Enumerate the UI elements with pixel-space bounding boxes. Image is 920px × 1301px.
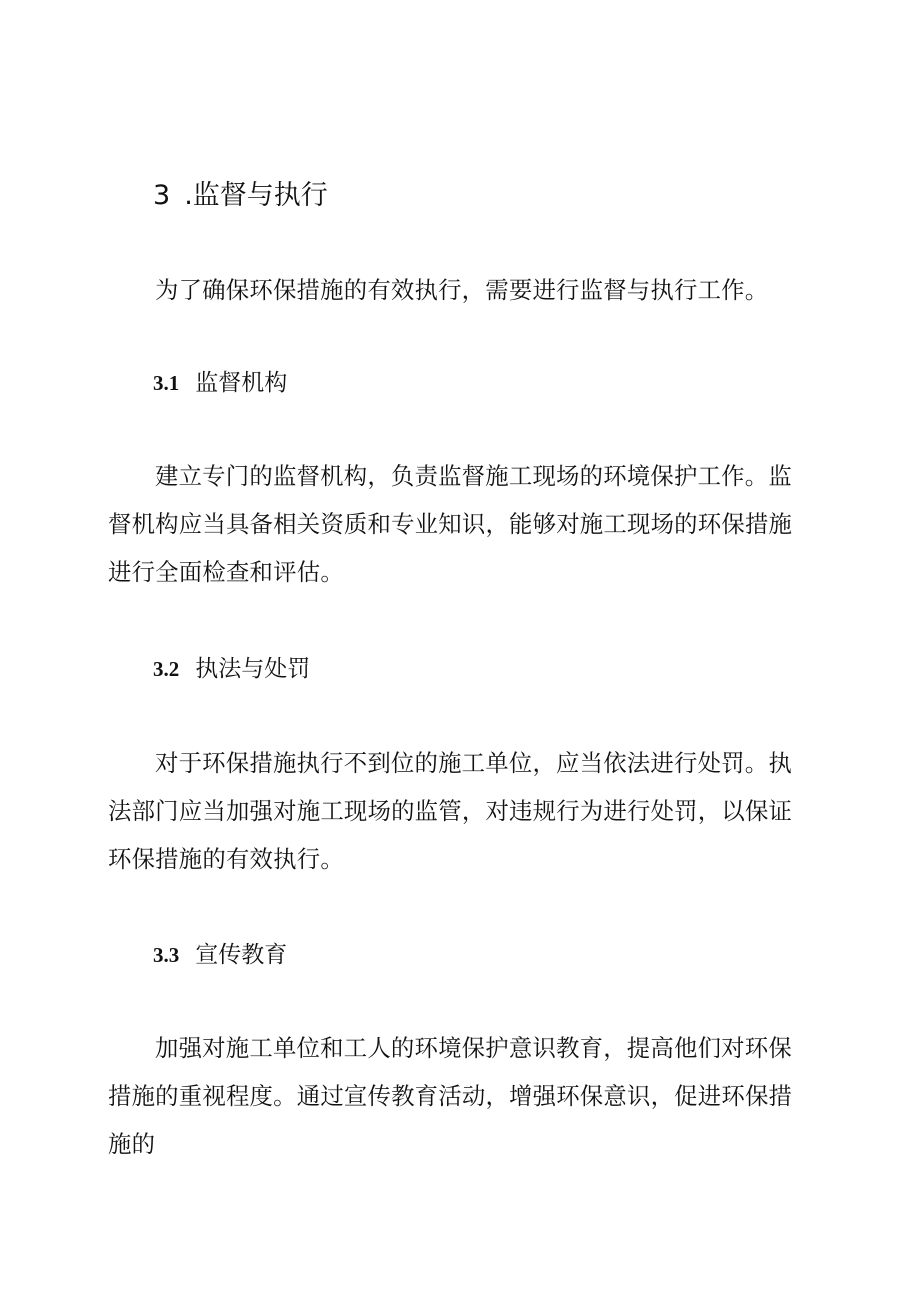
subsection-title: 监督机构 xyxy=(195,370,288,396)
subsection-paragraph-3-3: 加强对施工单位和工人的环境保护意识教育，提高他们对环保措施的重视程度。通过宣传教育活动，增强环保意识，促进环保措施的 xyxy=(108,1034,793,1158)
subsection-number: 3.1 xyxy=(153,371,180,395)
subsection-title: 执法与处罚 xyxy=(195,656,311,682)
section-title: .监督与执行 xyxy=(184,180,328,211)
subsection-heading-3-2 xyxy=(153,652,310,686)
section-heading xyxy=(153,176,328,216)
subsection-heading-3-1 xyxy=(153,366,287,400)
subsection-paragraph-3-1: 建立专门的监督机构，负责监督施工现场的环境保护工作。监督机构应当具备相关资质和专业知识，能够对施工现场的环保措施进行全面检查和评估。 xyxy=(108,462,793,586)
subsection-title: 宣传教育 xyxy=(195,942,288,968)
subsection-number: 3.3 xyxy=(153,943,180,967)
section-intro-paragraph: 为了确保环保措施的有效执行，需要进行监督与执行工作。 xyxy=(155,276,769,304)
subsection-number: 3.2 xyxy=(153,657,180,681)
subsection-heading-3-3 xyxy=(153,938,287,972)
subsection-paragraph-3-2: 对于环保措施执行不到位的施工单位，应当依法进行处罚。执法部门应当加强对施工现场的监管，对违规行为进行处罚，以保证环保措施的有效执行。 xyxy=(108,749,793,873)
section-number: 3 xyxy=(153,180,171,211)
